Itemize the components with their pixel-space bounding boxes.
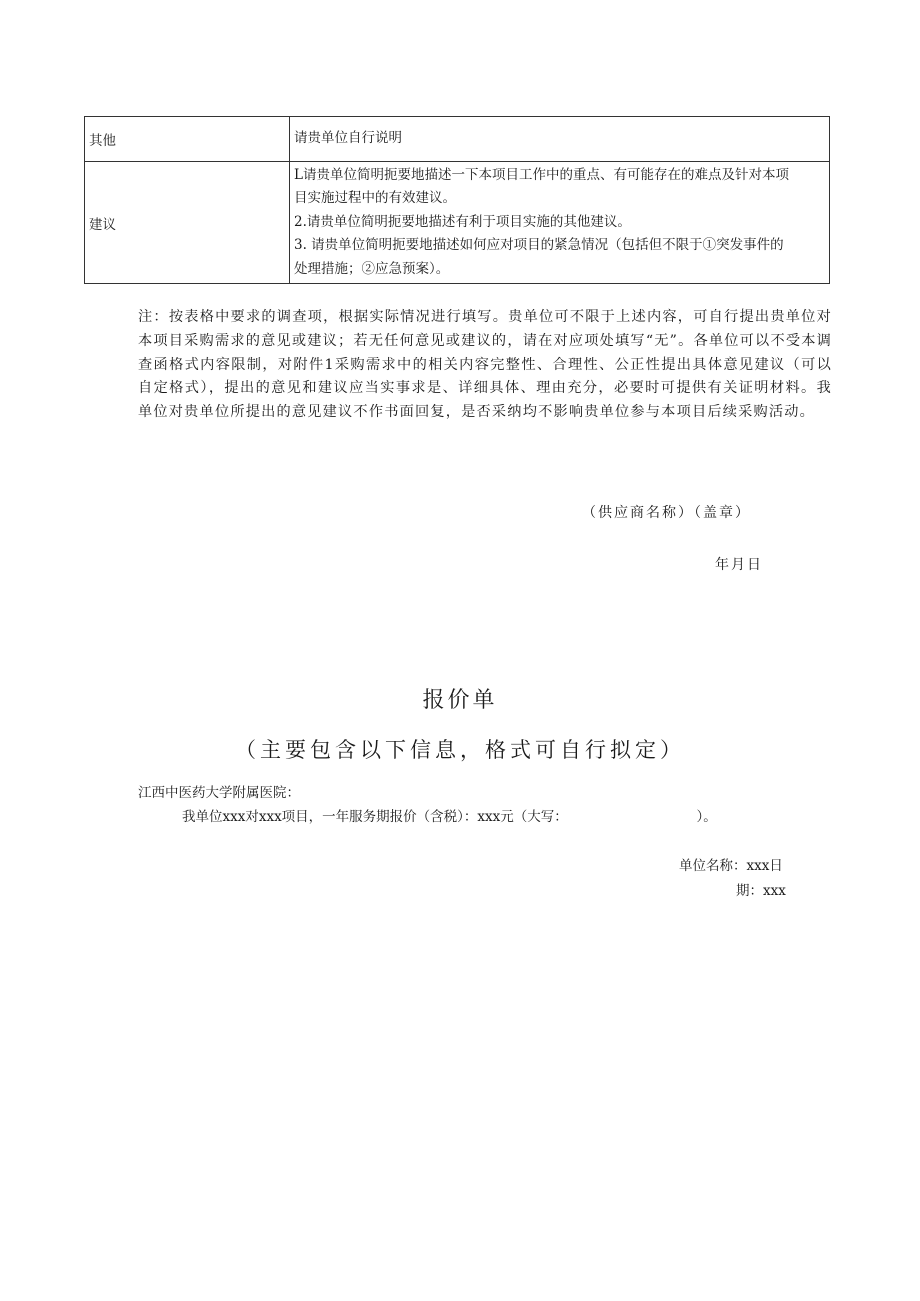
supplier-signature: （供应商名称）（盖章）	[582, 505, 751, 521]
note-paragraph: 注：按表格中要求的调查项，根据实际情况进行填写。贵单位可不限于上述内容，可自行提出贵单位对本项目采购需求的意见或建议；若无任何意见或建议的，请在对应项处填写“无”。各单位可以不受本调查函格式内容限制，对附件1采购需求中的相关内容完整性、合理性、公正性提出具体意见建议（可以自定格式），提出的意见和建议应当实事求是、详细具体、理由充分，必要时可提供有关证明材料。我单位对贵单位所提出的意见建议不作书面回复，是否采纳均不影响贵单位参与本项目后续采购活动。	[138, 309, 832, 421]
quote-subtitle: （主要包含以下信息，格式可自行拟定）	[235, 738, 685, 762]
survey-table	[84, 116, 830, 284]
row-content-other	[290, 117, 830, 162]
other-text: 请贵单位自行说明	[294, 130, 402, 147]
signature-date: 年月日	[715, 557, 763, 573]
suggestion-line: 处理措施；②应急预案）。	[294, 260, 450, 277]
table-row-suggestion	[85, 162, 830, 284]
suggestion-line: L请贵单位简明扼要地描述一下本项目工作中的重点、有可能存在的难点及针对本项	[294, 166, 789, 183]
table-row-other	[85, 117, 830, 162]
quote-unit-date: 期：xxx	[736, 883, 786, 899]
suggestion-line: 目实施过程中的有效建议。	[294, 190, 456, 207]
row-content-suggestion	[290, 162, 830, 284]
row-label-other: 其他	[85, 117, 290, 162]
suggestion-line: 3. 请贵单位简明扼要地描述如何应对项目的紧急情况（包括但不限于①突发事件的	[294, 237, 784, 254]
quote-title: 报价单	[422, 688, 498, 713]
suggestion-line: 2.请贵单位简明扼要地描述有利于项目实施的其他建议。	[294, 213, 631, 230]
row-label-suggestion: 建议	[85, 162, 290, 284]
quote-unit-name: 单位名称：xxx日	[679, 858, 783, 874]
quote-body: 我单位xxx对xxx项目，一年服务期报价（含税）：xxx元（大写： ）。	[182, 809, 717, 825]
quote-addressee: 江西中医药大学附属医院：	[138, 785, 300, 801]
